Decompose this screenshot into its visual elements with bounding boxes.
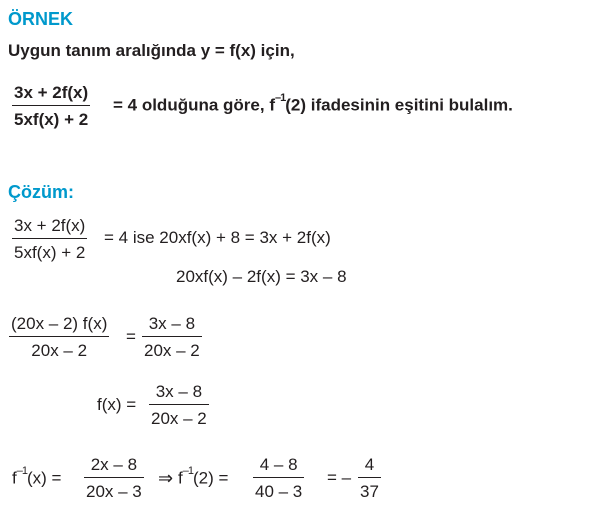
step5-fraction-2 <box>253 456 304 500</box>
step5-g: f <box>178 468 183 488</box>
step2-equation: 20xf(x) – 2f(x) = 3x – 8 <box>176 267 347 286</box>
step3-left-numerator: (20x – 2) f(x) <box>11 314 108 333</box>
step3-left-denominator: 20x – 2 <box>31 341 88 360</box>
step5-frac2-denominator: 40 – 3 <box>255 482 303 501</box>
step1-equation: = 4 ise 20xf(x) + 8 = 3x + 2f(x) <box>104 228 331 247</box>
step5-frac3-numerator: 4 <box>364 455 375 474</box>
solution-heading: Çözüm: <box>8 182 74 202</box>
step5-g2: (2) = <box>192 468 229 488</box>
implies-arrow-icon: ⇒ <box>158 468 174 488</box>
step5-inverse-eval <box>178 465 229 488</box>
step1-numerator: 3x + 2f(x) <box>14 216 86 235</box>
inverse-superscript: –1 <box>274 92 286 104</box>
step5-f: f <box>12 468 17 488</box>
step5-frac1-denominator: 20x – 3 <box>86 482 142 501</box>
step5-fraction-3 <box>358 456 381 500</box>
problem-intro: Uygun tanım aralığında y = f(x) için, <box>8 41 295 60</box>
example-heading: ÖRNEK <box>8 9 74 29</box>
step3-right-numerator: 3x – 8 <box>148 314 196 333</box>
step4-numerator: 3x – 8 <box>155 382 203 401</box>
step3-left-fraction <box>9 315 109 359</box>
problem-statement <box>113 92 513 115</box>
step5-inverse-def <box>12 465 62 488</box>
step4-fraction <box>149 383 209 427</box>
step5-frac1-numerator: 2x – 8 <box>90 455 138 474</box>
step3-right-denominator: 20x – 2 <box>144 341 200 360</box>
step3-right-fraction <box>142 315 202 359</box>
step5-equals-negative: = – <box>327 468 352 487</box>
step5-fx: (x) = <box>26 468 62 488</box>
problem-fraction-denominator: 5xf(x) + 2 <box>14 110 89 129</box>
step5-frac3-denominator: 37 <box>360 482 379 501</box>
inverse-superscript: –1 <box>16 465 27 477</box>
step1-denominator: 5xf(x) + 2 <box>14 243 86 262</box>
problem-text-a: = 4 olduğuna göre, f <box>113 95 275 115</box>
step5-frac2-numerator: 4 – 8 <box>259 455 298 474</box>
step4-denominator: 20x – 2 <box>151 409 207 428</box>
problem-fraction <box>12 84 90 128</box>
step1-fraction <box>12 217 87 261</box>
step5-fraction-1 <box>84 456 144 500</box>
step3-equals: = <box>126 327 136 346</box>
inverse-superscript: –1 <box>182 465 193 477</box>
problem-text-b: (2) ifadesinin eşitini bulalım. <box>285 95 513 115</box>
problem-fraction-numerator: 3x + 2f(x) <box>14 83 89 102</box>
step4-label: f(x) = <box>97 395 137 414</box>
